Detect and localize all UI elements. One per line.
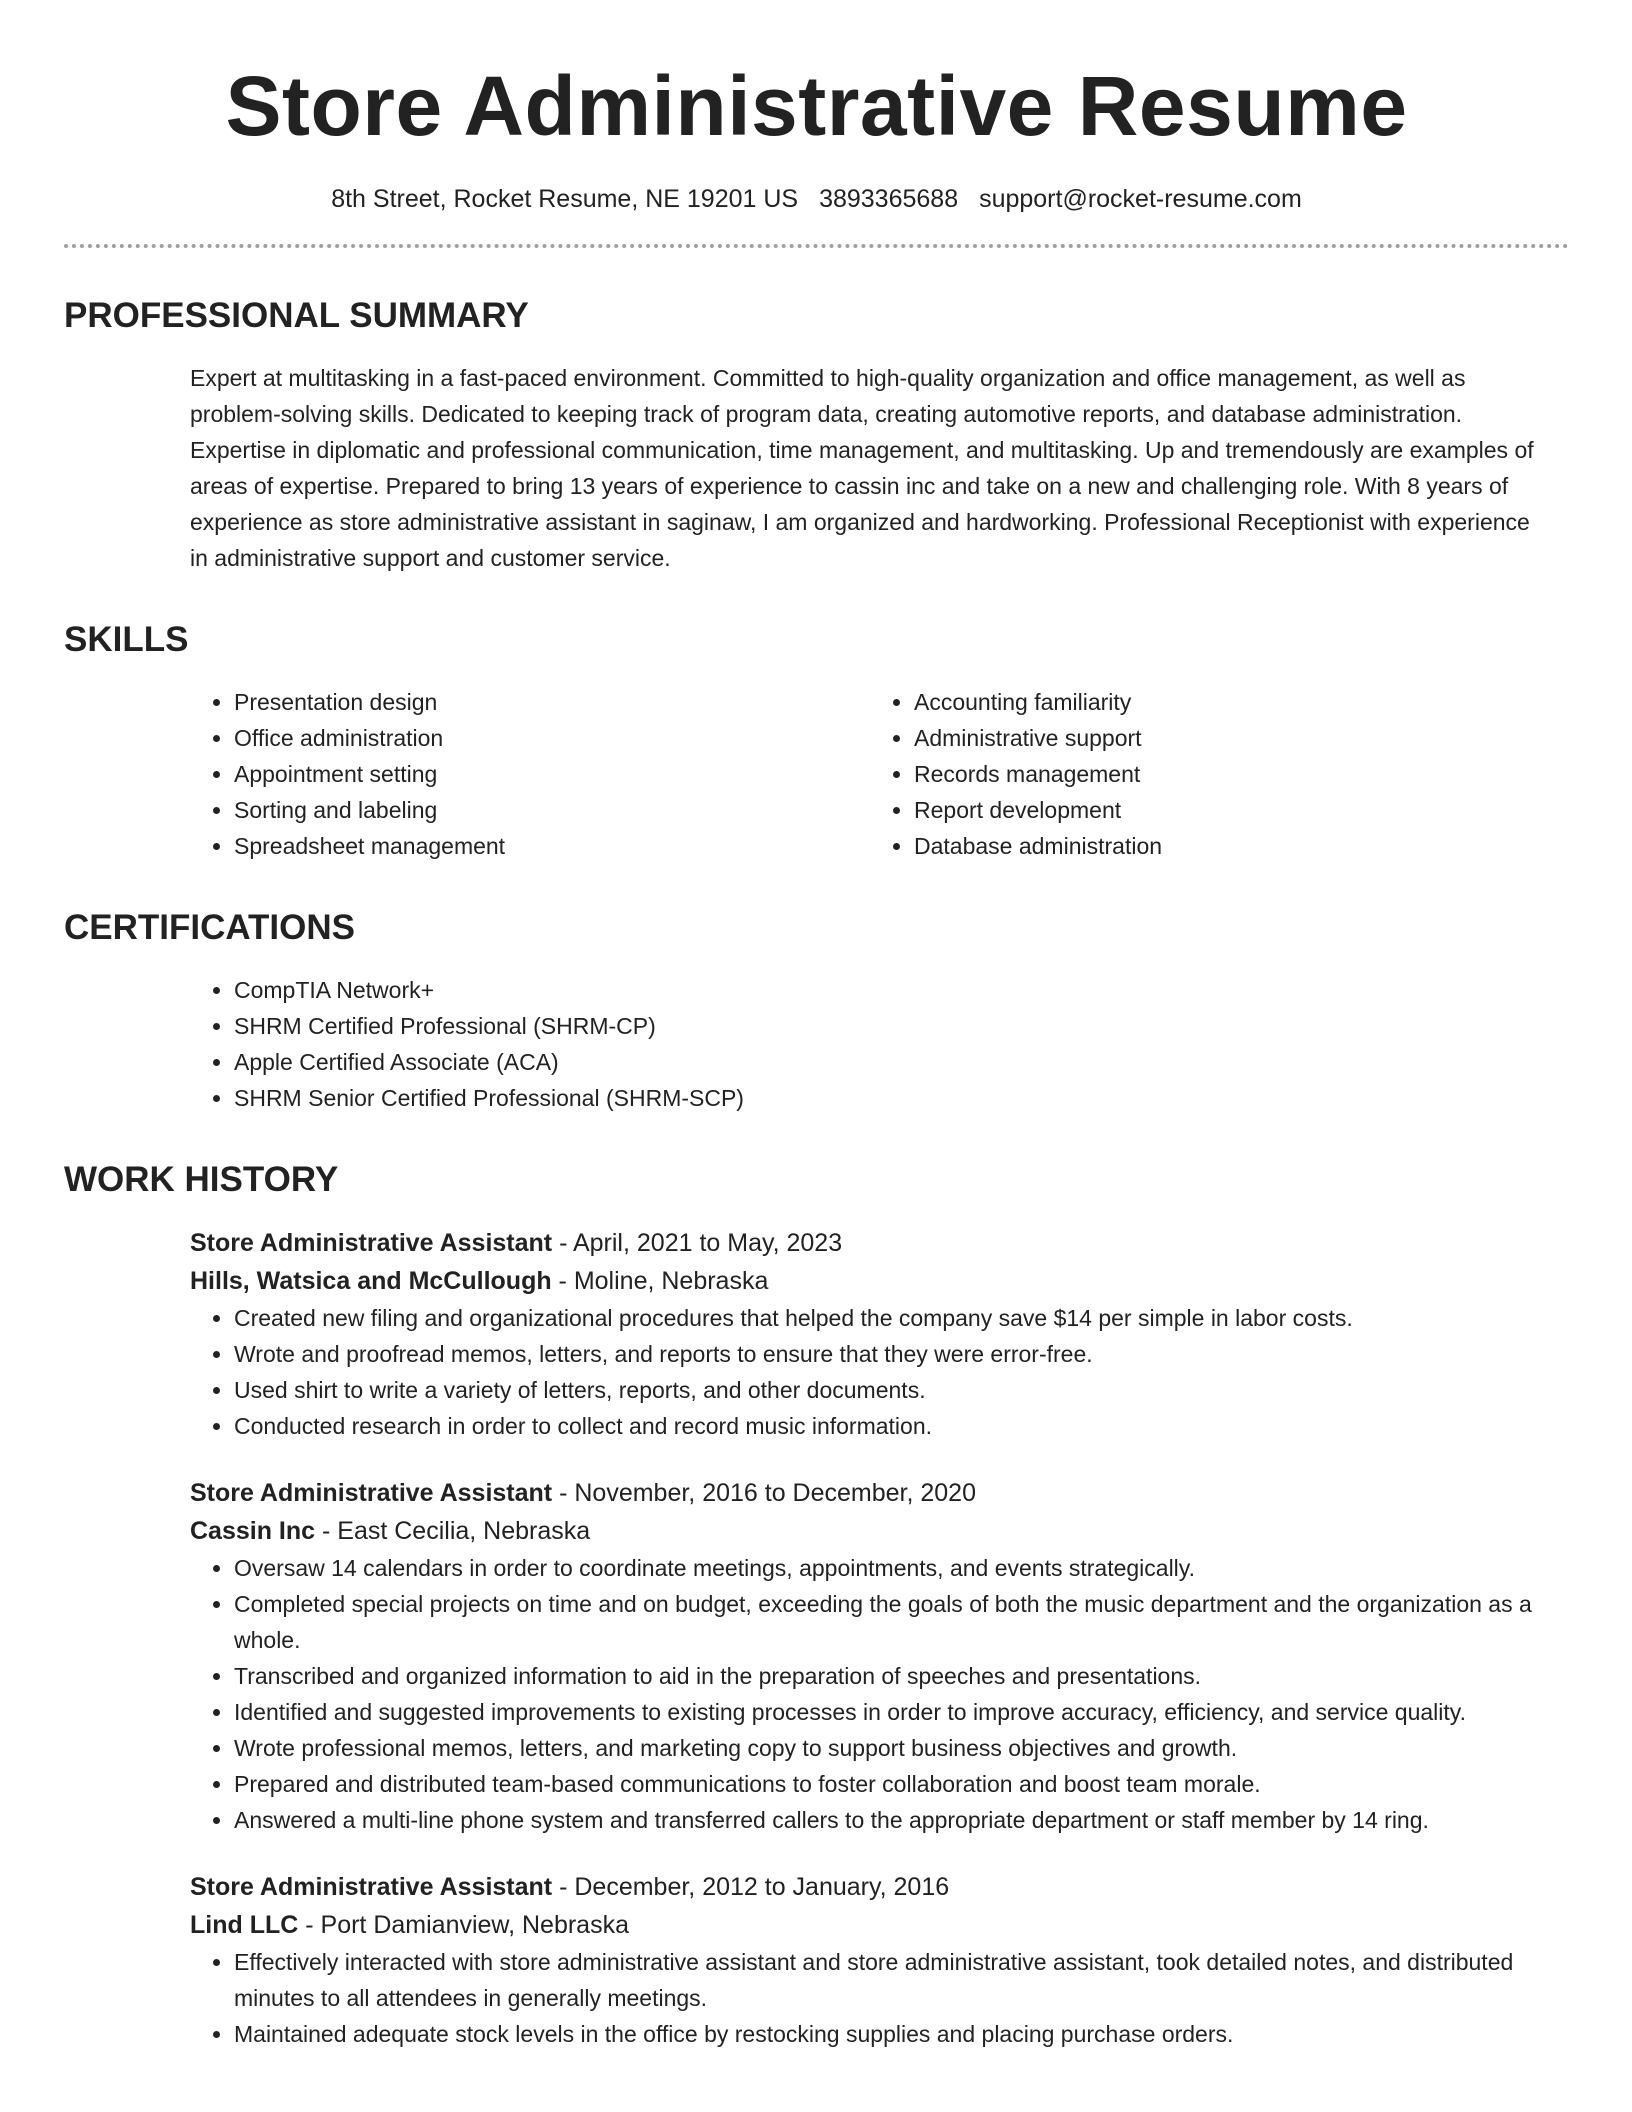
skill-item: • Records management bbox=[914, 756, 1550, 792]
certification-item: • Apple Certified Associate (ACA) bbox=[234, 1044, 1569, 1080]
skills-grid bbox=[190, 684, 1569, 864]
summary-heading: PROFESSIONAL SUMMARY bbox=[64, 296, 529, 335]
job-entry bbox=[190, 1868, 1569, 2052]
skill-item: • Database administration bbox=[914, 828, 1550, 864]
certifications-section bbox=[64, 906, 1569, 1116]
job-bullet: • Created new filing and organizational procedures that helped the company save $14 per simple in labor costs. bbox=[234, 1300, 1569, 1336]
certifications-heading: CERTIFICATIONS bbox=[64, 908, 356, 947]
skill-item: • Presentation design bbox=[234, 684, 870, 720]
skills-column-right bbox=[870, 684, 1550, 864]
job-bullet: • Answered a multi-line phone system and transferred callers to the appropriate department or staff member by 14 ring. bbox=[234, 1802, 1569, 1838]
job-bullet: • Used shirt to write a variety of letters, reports, and other documents. bbox=[234, 1372, 1569, 1408]
job-bullet: • Transcribed and organized information to aid in the preparation of speeches and presentations. bbox=[234, 1658, 1569, 1694]
job-bullet: • Completed special projects on time and on budget, exceeding the goals of both the music department and the organization as a whole. bbox=[234, 1586, 1569, 1658]
job-bullets bbox=[190, 1300, 1569, 1444]
contact-address: 8th Street, Rocket Resume, NE 19201 US bbox=[331, 185, 799, 213]
job-dates: - April, 2021 to May, 2023 bbox=[552, 1229, 843, 1257]
job-bullets bbox=[190, 1944, 1569, 2052]
resume-title: Store Administrative Resume bbox=[225, 59, 1408, 153]
job-company: Hills, Watsica and McCullough bbox=[190, 1267, 552, 1295]
certification-item: • SHRM Senior Certified Professional (SHRM-SCP) bbox=[234, 1080, 1569, 1116]
skills-section bbox=[64, 618, 1569, 864]
skill-item: • Administrative support bbox=[914, 720, 1550, 756]
summary-section bbox=[64, 294, 1569, 576]
job-entry bbox=[190, 1224, 1569, 1444]
job-location: - Moline, Nebraska bbox=[551, 1267, 769, 1295]
job-company: Cassin Inc bbox=[190, 1517, 316, 1545]
job-company-line bbox=[190, 1262, 1569, 1300]
job-location: - Port Damianview, Nebraska bbox=[298, 1911, 629, 1939]
certifications-list bbox=[190, 972, 1569, 1116]
job-bullet: • Prepared and distributed team-based communications to foster collaboration and boost team morale. bbox=[234, 1766, 1569, 1802]
job-dates: - December, 2012 to January, 2016 bbox=[552, 1873, 950, 1901]
job-title-line bbox=[190, 1868, 1569, 1906]
skill-item: • Spreadsheet management bbox=[234, 828, 870, 864]
job-bullet: • Wrote and proofread memos, letters, and reports to ensure that they were error-free. bbox=[234, 1336, 1569, 1372]
job-bullet: • Identified and suggested improvements to existing processes in order to improve accuracy, efficiency, and service quality. bbox=[234, 1694, 1569, 1730]
job-bullet: • Conducted research in order to collect and record music information. bbox=[234, 1408, 1569, 1444]
work-history-section bbox=[64, 1158, 1569, 2052]
skill-item: • Appointment setting bbox=[234, 756, 870, 792]
job-bullet: • Maintained adequate stock levels in the office by restocking supplies and placing purchase orders. bbox=[234, 2016, 1569, 2052]
job-title: Store Administrative Assistant bbox=[190, 1873, 553, 1901]
job-company: Lind LLC bbox=[190, 1911, 299, 1939]
skills-heading: SKILLS bbox=[64, 620, 189, 659]
skills-column-left bbox=[190, 684, 870, 864]
skill-item: • Office administration bbox=[234, 720, 870, 756]
contact-line bbox=[64, 182, 1569, 216]
job-company-line bbox=[190, 1906, 1569, 1944]
job-dates: - November, 2016 to December, 2020 bbox=[552, 1479, 976, 1507]
header-divider bbox=[64, 244, 1569, 248]
work-history-heading: WORK HISTORY bbox=[64, 1160, 339, 1199]
certification-item: • SHRM Certified Professional (SHRM-CP) bbox=[234, 1008, 1569, 1044]
job-bullet: • Oversaw 14 calendars in order to coordinate meetings, appointments, and events strategically. bbox=[234, 1550, 1569, 1586]
summary-text: Expert at multitasking in a fast-paced environment. Committed to high-quality organization and office management, as well as problem-solving skills. Dedicated to keeping track of program data, creating automotive reports, and database administration. Expertise in diplomatic and professional communication, time management, and multitasking. Up and tremendously are examples of areas of expertise. Prepared to bring 13 years of experience to cassin inc and take on a new and challenging role. With 8 years of experience as store administrative assistant in saginaw, I am organized and hardworking. Professional Receptionist with experience in administrative support and customer service. bbox=[190, 365, 1534, 571]
job-title-line bbox=[190, 1474, 1569, 1512]
job-title: Store Administrative Assistant bbox=[190, 1229, 553, 1257]
skill-item: • Accounting familiarity bbox=[914, 684, 1550, 720]
job-bullets bbox=[190, 1550, 1569, 1838]
contact-phone: 3893365688 bbox=[819, 185, 959, 213]
certification-item: • CompTIA Network+ bbox=[234, 972, 1569, 1008]
job-company-line bbox=[190, 1512, 1569, 1550]
skill-item: • Sorting and labeling bbox=[234, 792, 870, 828]
job-entry bbox=[190, 1474, 1569, 1838]
job-bullet: • Wrote professional memos, letters, and marketing copy to support business objectives and growth. bbox=[234, 1730, 1569, 1766]
skill-item: • Report development bbox=[914, 792, 1550, 828]
job-title: Store Administrative Assistant bbox=[190, 1479, 553, 1507]
contact-email: support@rocket-resume.com bbox=[979, 185, 1302, 213]
job-location: - East Cecilia, Nebraska bbox=[315, 1517, 591, 1545]
job-bullet: • Effectively interacted with store administrative assistant and store administrative assistant, took detailed notes, and distributed minutes to all attendees in generally meetings. bbox=[234, 1944, 1569, 2016]
job-title-line bbox=[190, 1224, 1569, 1262]
